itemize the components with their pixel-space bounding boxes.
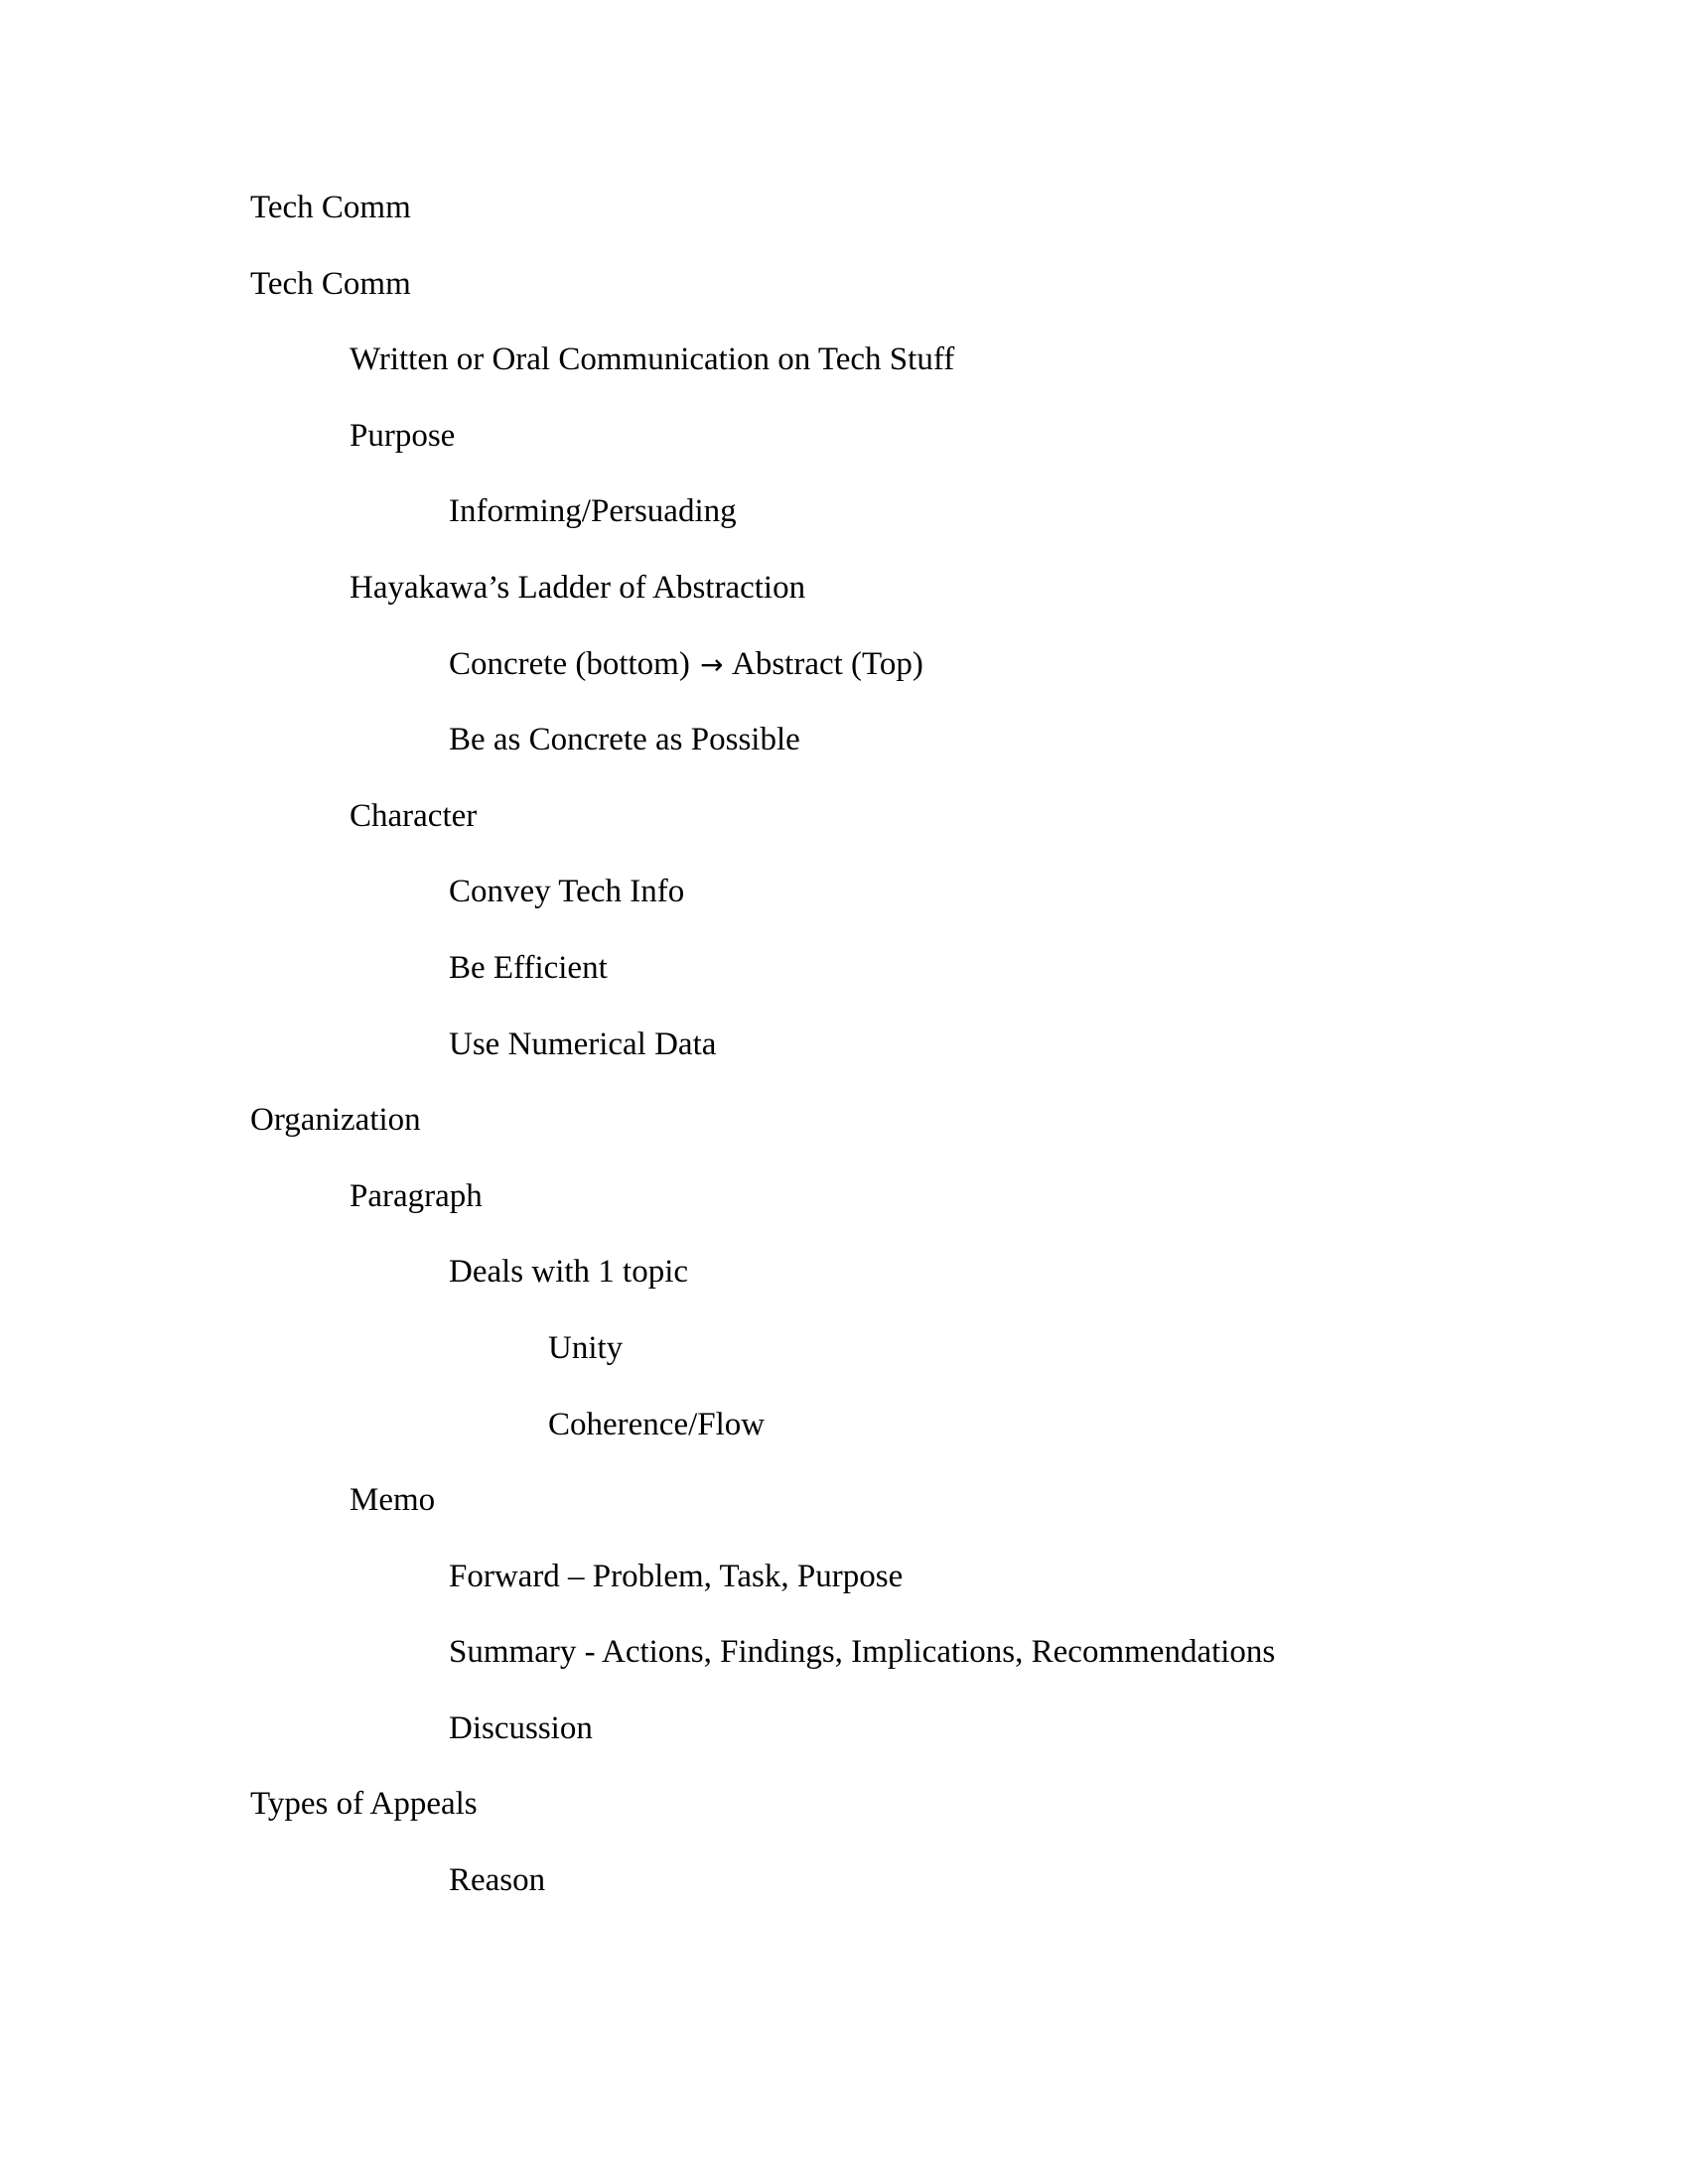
outline-item-paragraph: Paragraph	[350, 1177, 483, 1214]
outline-subitem-reason: Reason	[449, 1862, 546, 1899]
outline-subitem-one-topic: Deals with 1 topic	[449, 1254, 689, 1291]
outline-item-definition: Written or Oral Communication on Tech Stuff	[350, 341, 955, 378]
outline-subitem-discussion: Discussion	[449, 1709, 593, 1746]
outline-subsubitem-coherence: Coherence/Flow	[548, 1406, 766, 1442]
heading-tech-comm-repeat: Tech Comm	[250, 265, 411, 302]
outline-item-character: Character	[350, 797, 478, 834]
outline-subitem-numerical-data: Use Numerical Data	[449, 1025, 717, 1062]
outline-subitem-forward: Forward – Problem, Task, Purpose	[449, 1558, 904, 1594]
outline-subitem-be-efficient: Be Efficient	[449, 949, 608, 986]
outline	[250, 188, 1275, 1937]
outline-subitem-be-concrete: Be as Concrete as Possible	[449, 722, 800, 758]
outline-item-purpose: Purpose	[350, 417, 456, 454]
heading-organization: Organization	[250, 1102, 421, 1139]
outline-subitem-informing: Informing/Persuading	[449, 493, 737, 530]
right-arrow-icon: →	[700, 647, 724, 681]
abstract-label: Abstract (Top)	[732, 645, 923, 682]
heading-tech-comm: Tech Comm	[250, 190, 411, 225]
outline-subitem-summary: Summary - Actions, Findings, Implications, Recommendations	[449, 1634, 1276, 1671]
heading-types-of-appeals: Types of Appeals	[250, 1786, 478, 1823]
outline-subitem-concrete-abstract	[250, 644, 1275, 721]
outline-item-hayakawa-ladder: Hayakawa’s Ladder of Abstraction	[350, 569, 806, 606]
outline-subsubitem-unity: Unity	[548, 1329, 624, 1366]
concrete-label: Concrete (bottom)	[449, 645, 690, 682]
outline-subitem-convey-info: Convey Tech Info	[449, 874, 685, 910]
outline-item-memo: Memo	[350, 1482, 436, 1519]
